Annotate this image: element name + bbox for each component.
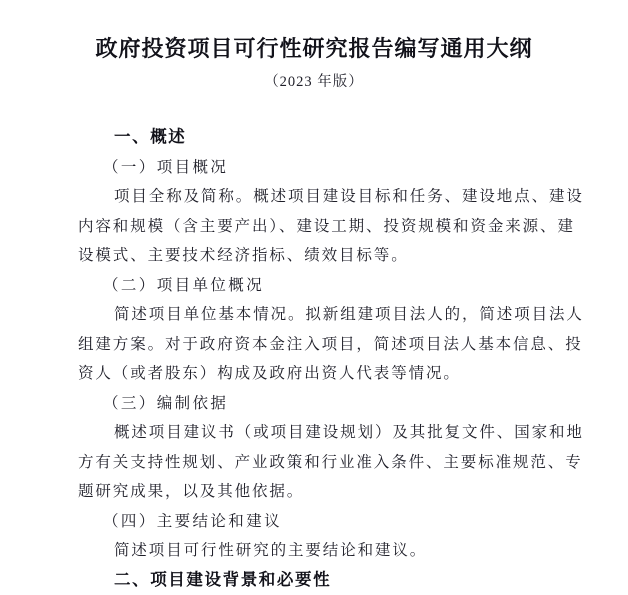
document-body [78,123,588,595]
paragraph-line: 设模式、主要技术经济指标、绩效目标等。 [78,241,588,271]
paragraph-line: 简述项目可行性研究的主要结论和建议。 [78,536,588,566]
paragraph-line: 内容和规模（含主要产出）、建设工期、投资规模和资金来源、建 [78,212,588,242]
paragraph-line: 方有关支持性规划、产业政策和行业准入条件、主要标准规范、专 [78,448,588,478]
paragraph-line: 组建方案。对于政府资本金注入项目，简述项目法人基本信息、投 [78,330,588,360]
paragraph-line: 项目全称及简称。概述项目建设目标和任务、建设地点、建设 [78,182,588,212]
paragraph-line: 资人（或者股东）构成及政府出资人代表等情况。 [78,359,588,389]
section-heading-1: 一、概述 [78,123,588,153]
subsection-heading-1-3: （三）编制依据 [78,389,588,419]
paragraph-line: 题研究成果，以及其他依据。 [78,477,588,507]
subsection-heading-1-2: （二）项目单位概况 [78,271,588,301]
paragraph-line: 概述项目建议书（或项目建设规划）及其批复文件、国家和地 [78,418,588,448]
subsection-heading-1-4: （四）主要结论和建议 [78,507,588,537]
document-title: 政府投资项目可行性研究报告编写通用大纲 [0,32,628,63]
section-heading-2: 二、项目建设背景和必要性 [78,566,588,595]
paragraph-line: 简述项目单位基本情况。拟新组建项目法人的，简述项目法人 [78,300,588,330]
subsection-heading-1-1: （一）项目概况 [78,153,588,183]
document-subtitle: （2023 年版） [0,70,628,91]
